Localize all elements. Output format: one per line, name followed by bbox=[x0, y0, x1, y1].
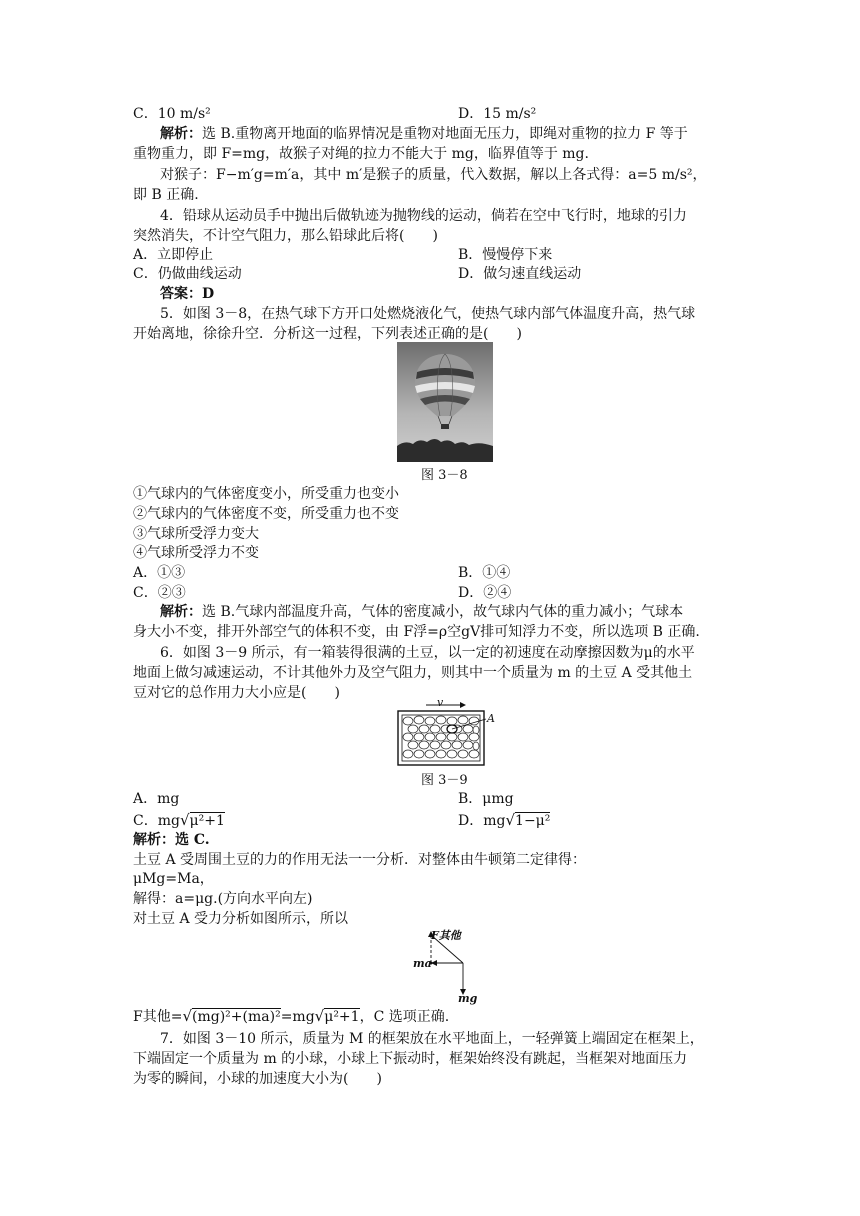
force-f-label: F其他 bbox=[431, 929, 461, 942]
analysis-label: 解析： bbox=[160, 604, 202, 620]
q6-option-d: D．mg√1−μ² bbox=[458, 811, 551, 829]
q5-option-d: D．②④ bbox=[458, 585, 512, 601]
q3-option-c: C．10 m/s² bbox=[133, 106, 211, 122]
fig-3-9-caption: 图 3－9 bbox=[421, 773, 468, 788]
q5-statement-4: ④气球所受浮力不变 bbox=[133, 545, 259, 561]
q6-stem-line3: 豆对它的总作用力大小应是( ) bbox=[133, 685, 340, 701]
force-mg-label: mg bbox=[458, 992, 478, 1005]
q3-analysis-line3: 对猴子：F−m′g=m′a，其中 m′是猴子的质量，代入数据，解以上各式得：a=5 m/s²， bbox=[160, 167, 707, 183]
q5-statement-2: ②气球内的气体密度不变，所受重力也不变 bbox=[133, 506, 399, 522]
q6-analysis-line2: μMg=Ma， bbox=[133, 871, 214, 887]
q5-stem-line1: 5．如图 3－8，在热气球下方开口处燃烧液化气，使热气球内部气体温度升高，热气球 bbox=[160, 306, 696, 322]
q6-option-a: A．mg bbox=[133, 791, 180, 807]
q6-option-b: B．μmg bbox=[458, 791, 514, 807]
q6-analysis-line4: 对土豆 A 受力分析如图所示，所以 bbox=[133, 911, 349, 927]
q4-option-c: C．仍做曲线运动 bbox=[133, 266, 242, 282]
q6-analysis-line3: 解得：a=μg.(方向水平向左) bbox=[133, 891, 313, 907]
q3-option-d: D．15 m/s² bbox=[458, 106, 537, 122]
q5-statement-3: ③气球所受浮力变大 bbox=[133, 526, 259, 542]
q6-stem-line1: 6．如图 3－9 所示，有一箱装得很满的土豆，以一定的初速度在动摩擦因数为μ的水平 bbox=[160, 645, 695, 661]
potato-a-label: A bbox=[487, 712, 495, 725]
q4-stem-line2: 突然消失，不计空气阻力，那么铅球此后将( ) bbox=[133, 228, 438, 244]
q7-stem-line1: 7．如图 3－10 所示，质量为 M 的框架放在水平地面上，一轻弹簧上端固定在框架上， bbox=[160, 1031, 704, 1047]
q4-stem-line1: 4．铅球从运动员手中抛出后做轨迹为抛物线的运动，倘若在空中飞行时，地球的引力 bbox=[160, 208, 687, 224]
q4-option-d: D．做匀速直线运动 bbox=[458, 266, 582, 282]
q5-analysis-line2: 身大小不变，排开外部空气的体积不变，由 F浮=ρ空gV排可知浮力不变，所以选项 B 正确. bbox=[133, 624, 700, 640]
q5-stem-line2: 开始离地，徐徐升空．分析这一过程，下列表述正确的是( ) bbox=[133, 326, 522, 342]
q7-stem-line3: 为零的瞬间，小球的加速度大小为( ) bbox=[133, 1071, 382, 1087]
q6-analysis-label: 解析：选 C. bbox=[133, 832, 210, 848]
q5-analysis-line1: 解析：选 B.气球内部温度升高，气体的密度减小，故气球内气体的重力减小；气球本 bbox=[160, 604, 684, 620]
q5-option-a: A．①③ bbox=[133, 565, 186, 581]
q6-analysis-line1: 土豆 A 受周围土豆的力的作用无法一一分析．对整体由牛顿第二定律得： bbox=[133, 852, 587, 868]
q6-final-equation: F其他=√(mg)²+(ma)²=mg√μ²+1，C 选项正确. bbox=[133, 1007, 450, 1025]
q4-option-b: B．慢慢停下来 bbox=[458, 247, 553, 263]
q4-option-a: A．立即停止 bbox=[133, 247, 214, 263]
q5-option-c: C．②③ bbox=[133, 585, 186, 601]
q6-option-c: C．mg√μ²+1 bbox=[133, 811, 225, 829]
q3-analysis-line2: 重物重力，即 F=mg，故猴子对绳的拉力不能大于 mg，临界值等于 mg. bbox=[133, 146, 589, 162]
hot-air-balloon-photo bbox=[397, 342, 493, 462]
q3-analysis-line4: 即 B 正确. bbox=[133, 187, 199, 203]
q6-stem-line2: 地面上做匀减速运动，不计其他外力及空气阻力，则其中一个质量为 m 的土豆 A 受其他土 bbox=[133, 665, 693, 681]
analysis-label: 解析： bbox=[160, 126, 202, 142]
potato-box-figure bbox=[392, 697, 500, 767]
q5-statement-1: ①气球内的气体密度变小，所受重力也变小 bbox=[133, 486, 399, 502]
q7-stem-line2: 下端固定一个质量为 m 的小球，小球上下振动时，框架始终没有跳起，当框架对地面压力 bbox=[133, 1051, 688, 1067]
force-ma-label: ma bbox=[413, 957, 432, 970]
q3-analysis-line1: 解析：选 B.重物离开地面的临界情况是重物对地面无压力，即绳对重物的拉力 F 等于 bbox=[160, 126, 688, 142]
q4-answer: 答案：D bbox=[160, 286, 215, 302]
fig-3-8-caption: 图 3－8 bbox=[421, 468, 468, 483]
velocity-label: v bbox=[437, 696, 444, 709]
q5-option-b: B．①④ bbox=[458, 565, 511, 581]
